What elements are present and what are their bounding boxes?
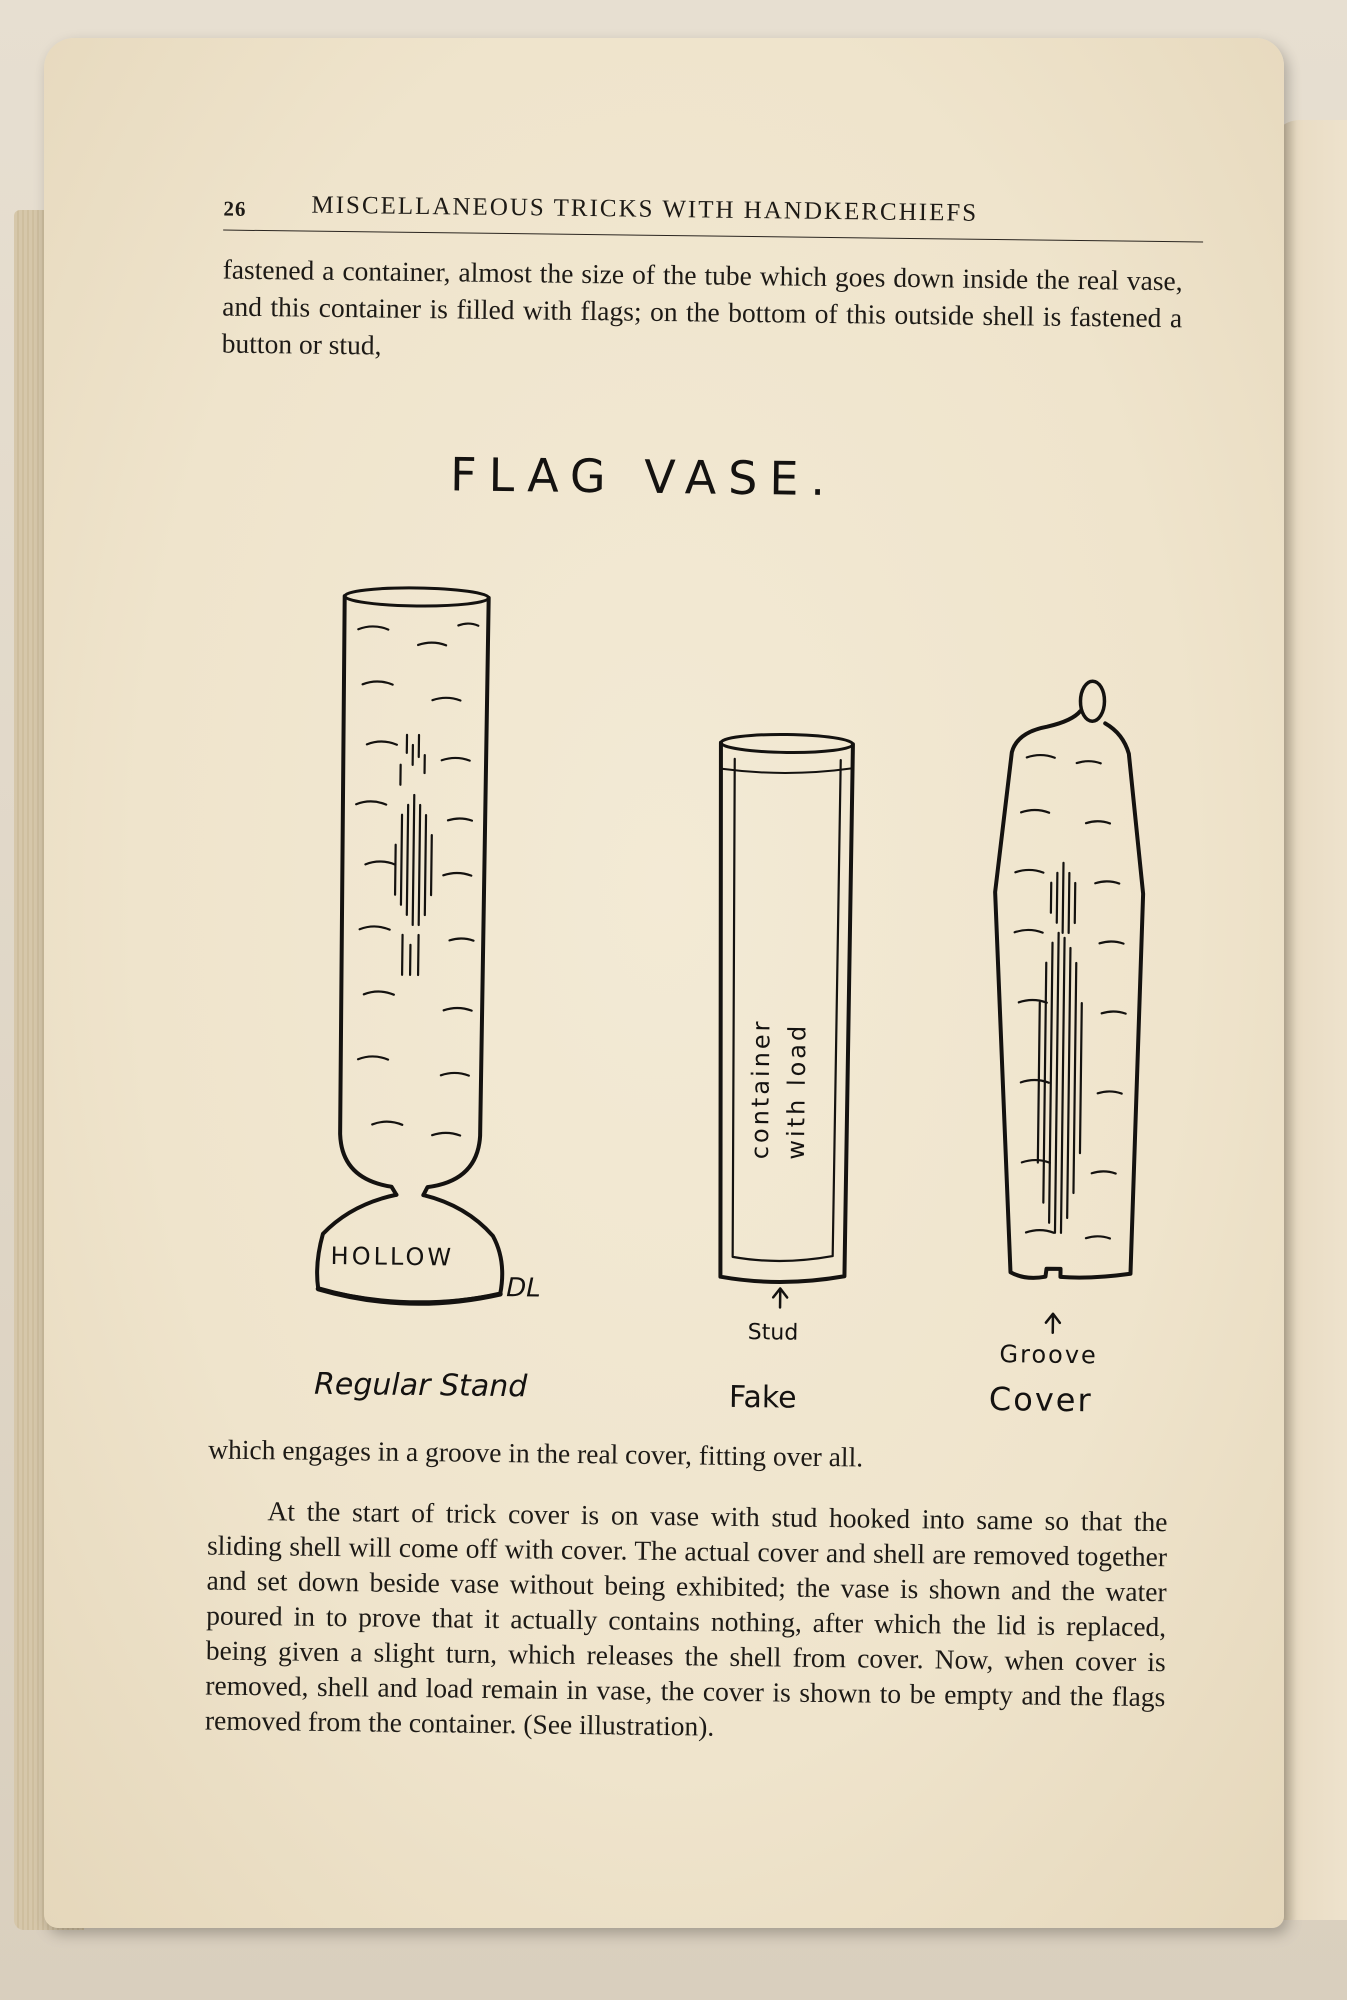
container-label: container [745, 1018, 776, 1160]
stud-label: Stud [747, 1320, 799, 1346]
figure-title: FLAG VASE. [449, 447, 838, 507]
running-head [223, 183, 1204, 245]
paragraph-final: At the start of trick cover is on vase with stud hooked into same so that the sliding shell will come off with cover. The actual cover and shell are removed together and set down beside vase without being exhibited; the vase is shown and the water poured in to prove that it actually contains nothing, after which the lid is replaced, being given a slight turn, which releases the shell from cover. Now, when cover is removed, shell and load remain in vase, the cover is shown to be empty and the flags removed from the container. (See illustration). [204, 1495, 1168, 1742]
hollow-label: HOLLOW [330, 1241, 455, 1272]
cover-shading [1011, 755, 1129, 1239]
illustration-svg [209, 433, 1181, 1425]
groove-label: Groove [999, 1340, 1098, 1370]
regular-stand-drawing [317, 587, 550, 1305]
header-rule [223, 230, 1203, 243]
with-load-label: with load [781, 1022, 812, 1160]
artist-monogram: DL [506, 1273, 541, 1304]
page-content [44, 38, 1284, 1928]
page-number: 26 [223, 196, 247, 221]
caption-cover: Cover [988, 1380, 1093, 1420]
paragraph-top: fastened a container, almost the size of the tube which goes down inside the real vase, and this container is filled with flags; on the bottom of this outside shell is fastened a button or stud, [221, 253, 1183, 361]
running-title: MISCELLANEOUS TRICKS WITH HANDKERCHIEFS [311, 191, 979, 227]
book-page [44, 38, 1284, 1928]
fake-drawing [714, 734, 853, 1347]
paragraph-mid: which engages in a groove in the real cover, fitting over all. [208, 1433, 864, 1473]
caption-fake: Fake [728, 1379, 797, 1416]
caption-regular-stand: Regular Stand [313, 1366, 528, 1405]
stand-shading [352, 622, 478, 1135]
cover-drawing [989, 680, 1145, 1370]
flag-vase-illustration [209, 433, 1181, 1425]
fake-inner-label [746, 1018, 812, 1159]
